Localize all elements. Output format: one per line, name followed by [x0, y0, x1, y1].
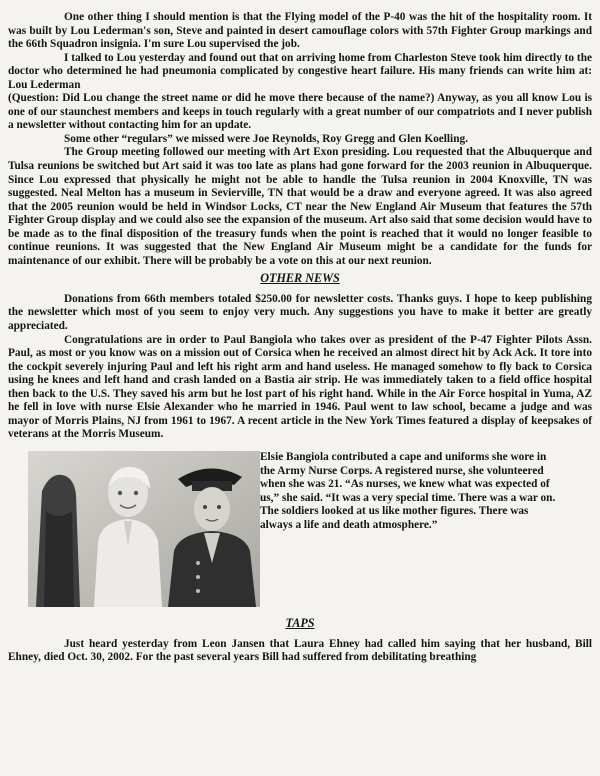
paragraph-donations: Donations from 66th members totaled $250.00 for newsletter costs. Thanks guys. I hope to keep publishing the newsletter which most of you seem to enjoy very much. Any suggestions you have to make it better are greatly appreciated. [8, 292, 592, 333]
paragraph-regulars: Some other “regulars” we missed were Joe Reynolds, Roy Gregg and Glen Koelling. [64, 132, 468, 145]
taps-heading: TAPS [285, 615, 315, 630]
photo-caption: Elsie Bangiola contributed a cape and uniforms she wore in the Army Nurse Corps. A registered nurse, she volunteered when she was 21. “As nurses, we knew what was expected of us,” she said. “It was a very special time. There was a war on. The soldiers looked at us like mother figures. There was always a life and death atmosphere.” [260, 450, 556, 531]
article-body [8, 11, 592, 665]
photo-section [8, 451, 592, 607]
paragraph-p40-model: One other thing I should mention is that the Flying model of the P-40 was the hit of the hospitality room. It was built by Lou Lederman's son, Steve and painted in desert camouflage colors with 57th Fighter Group markings and the 66th Squadron insignia. I'm sure Lou supervised the job. [8, 11, 592, 51]
paragraph-group-meeting: The Group meeting followed our meeting with Art Exon presiding. Lou requested that the Albuquerque and Tulsa reunions be switched but Art said it was too late as plans had gone forward for the 2003 reunion in Albuquerque. Since Lou expressed that physically he might not be able to handle the Tulsa reunion in 2004 Knoxville, TN was suggested. Neal Melton has a museum in Sevierville, TN that would be a draw and everyone agreed. It was also agreed that the 2005 reunion would be held in Windsor Locks, CT near the New England Air Museum that features the 57th Fighter Group display and we could also see the expansion of the museum. Art also said that some decision would have to be made as to the final disposition of the treasury funds when the point is reached that it would no longer feasible to continue reunions. It was suggested that the New England Air Museum might be a candidate for the funds for maintenance of our exhibit. There will be probably be a vote on this at our next reunion. [8, 146, 592, 267]
paragraph-question: (Question: Did Lou change the street name or did he move there because of the name?) Anyway, as you all know Lou is one of our staunchest members and keeps in touch regularly with a great number of our compatriots and I never publish a newsletter without contacting him for an update. [8, 92, 592, 132]
photo-illustration [28, 451, 260, 607]
other-news-heading: OTHER NEWS [260, 271, 340, 286]
photo-elsie-bangiola [28, 451, 260, 607]
paragraph-lou-health: I talked to Lou yesterday and found out that on arriving home from Charleston Steve took him directly to the doctor who determined he had pneumonia complicated by congestive heart failure. His many friends can write him at: Lou Lederman [8, 51, 592, 91]
paragraph-taps: Just heard yesterday from Leon Jansen that Laura Ehney had called him saying that her husband, Bill Ehney, died Oct. 30, 2002. For the past several years Bill had suffered from debilitating breathing [8, 637, 592, 664]
paragraph-bangiola: Congratulations are in order to Paul Bangiola who takes over as president of the P-47 Fighter Pilots Assn. Paul, as most or you know was on a mission out of Corsica when he received an almost direct hit by Ack Ack. It tore into the cockpit severely injuring Paul and left his right arm and hand useless. He managed somehow to fly back to Corsica using he knees and left hand and crash landed on a Bastia air strip. He was immediately taken to a field office hospital then back to the U.S. They saved his arm but he lost part of his right hand. While in the Air Force hospital in Yuma, AZ he fell in love with nurse Elsie Alexander who he married in 1946. Paul went to law school, became a judge and was mayor of Morris Plains, NJ from 1961 to 1967. A recent article in the New York Times featured a display of keepsakes of veterans at the Morris Museum. [8, 333, 592, 441]
